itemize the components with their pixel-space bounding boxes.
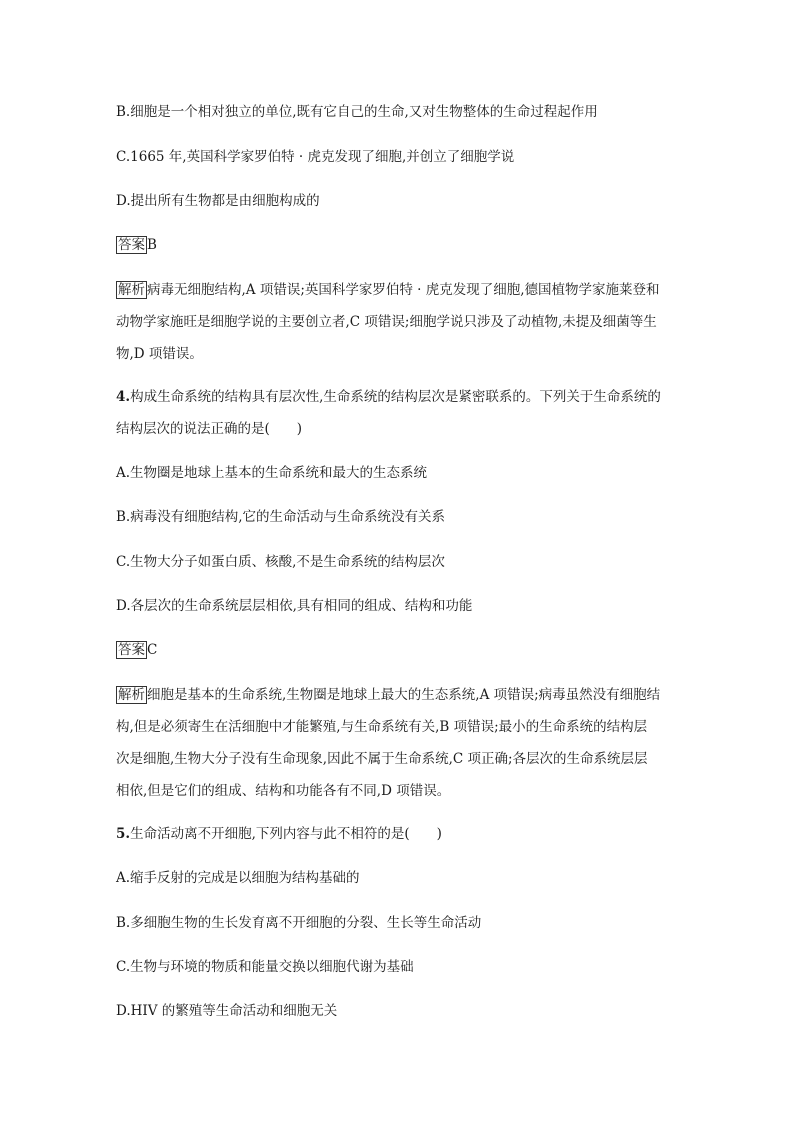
answer-value: C — [147, 642, 158, 658]
q4-option-b: B.病毒没有细胞结构,它的生命活动与生命系统没有关系 — [116, 509, 446, 525]
question-number: 5. — [116, 826, 131, 842]
answer-value: B — [147, 237, 157, 253]
analysis-text: 细胞是基本的生命系统,生物圈是地球上最大的生态系统,A 项错误;病毒虽然没有细胞结 — [147, 687, 661, 703]
q4-option-d: D.各层次的生命系统层层相依,具有相同的组成、结构和功能 — [116, 598, 473, 614]
question-stem: 构成生命系统的结构具有层次性,生命系统的结构层次是紧密联系的。下列关于生命系统的 — [130, 389, 661, 405]
q5-option-c: C.生物与环境的物质和能量交换以细胞代谢为基础 — [116, 959, 414, 975]
q4-analysis-line-2: 构,但是必须寄生在活细胞中才能繁殖,与生命系统有关,B 项错误;最小的生命系统的结构层 — [116, 719, 648, 735]
q5-stem — [116, 825, 442, 843]
q3-option-c: C.1665 年,英国科学家罗伯特 · 虎克发现了细胞,并创立了细胞学说 — [116, 149, 515, 165]
q3-option-b: B.细胞是一个相对独立的单位,既有它自己的生命,又对生物整体的生命过程起作用 — [116, 104, 598, 120]
q4-analysis-line-4: 相依,但是它们的组成、结构和功能各有不同,D 项错误。 — [116, 783, 451, 799]
q3-answer — [116, 236, 157, 254]
question-stem: 生命活动离不开细胞,下列内容与此不相符的是( ) — [130, 826, 442, 842]
analysis-text: 病毒无细胞结构,A 项错误;英国科学家罗伯特 · 虎克发现了细胞,德国植物学家施莱登和 — [147, 282, 660, 298]
question-number: 4. — [116, 389, 131, 405]
q3-analysis-line-1 — [116, 281, 660, 299]
answer-label: 答案 — [118, 237, 145, 253]
q4-analysis-line-3: 次是细胞,生物大分子没有生命现象,因此不属于生命系统,C 项正确;各层次的生命系统层层 — [116, 751, 648, 767]
q4-answer — [116, 641, 157, 659]
analysis-label: 解析 — [118, 282, 145, 298]
q3-analysis-line-2: 动物学家施旺是细胞学说的主要创立者,C 项错误;细胞学说只涉及了动植物,未提及细菌等生 — [116, 314, 657, 330]
q5-option-b: B.多细胞生物的生长发育离不开细胞的分裂、生长等生命活动 — [116, 915, 482, 931]
q4-analysis-line-1 — [116, 686, 660, 704]
q4-option-c: C.生物大分子如蛋白质、核酸,不是生命系统的结构层次 — [116, 554, 445, 570]
analysis-label: 解析 — [118, 687, 145, 703]
q4-stem-line-1 — [116, 388, 661, 406]
q3-option-d: D.提出所有生物都是由细胞构成的 — [116, 193, 320, 209]
q3-analysis-line-3: 物,D 项错误。 — [116, 346, 203, 362]
q4-option-a: A.生物圈是地球上基本的生命系统和最大的生态系统 — [116, 465, 428, 481]
q4-stem-line-2: 结构层次的说法正确的是( ) — [116, 421, 303, 437]
answer-label: 答案 — [118, 642, 145, 658]
q5-option-d: D.HIV 的繁殖等生命活动和细胞无关 — [116, 1003, 338, 1019]
q5-option-a: A.缩手反射的完成是以细胞为结构基础的 — [116, 870, 360, 886]
